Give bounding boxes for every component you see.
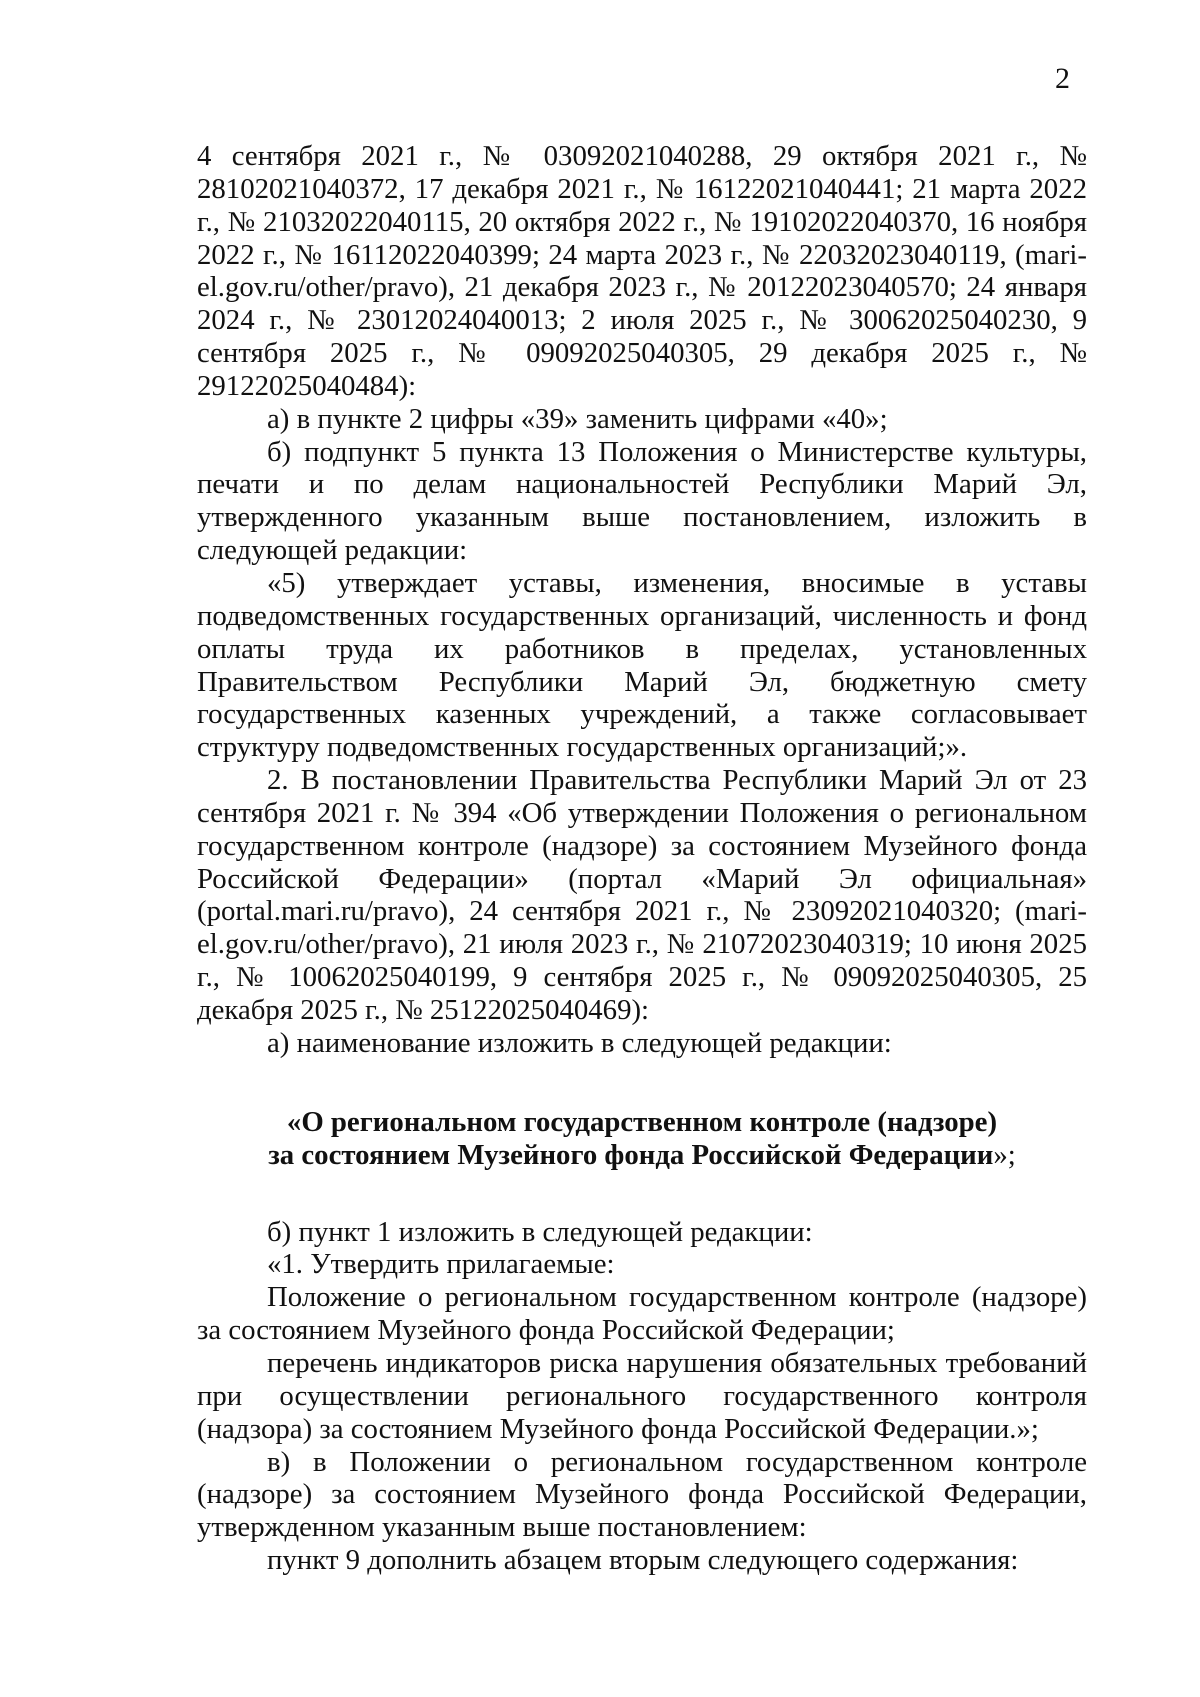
paragraph-item-a-title: а) наименование изложить в следующей редакции: xyxy=(267,1026,892,1059)
paragraph-section-2: 2. В постановлении Правительства Республики Марий Эл от 23 сентября 2021 г. № 394 «Об утверждении Положения о региональном государственном контроле (надзоре) за состоянием Музейного фонда Российской Федерации» (портал «Марий Эл официальная» (portal.mari.ru/pravo), 24 сентября 2021 г., № 23092021040320; (mari-el.gov.ru/other/pravo), 21 июля 2023 г., № 21072023040319; 10 июня 2025 г., № 10062025040199, 9 сентября 2025 г., № 09092025040305, 25 декабря 2025 г., № 25122025040469): xyxy=(197,764,1087,1026)
paragraph-risk-indicators: перечень индикаторов риска нарушения обязательных требований при осуществлении регионального государственного контроля (надзора) за состоянием Музейного фонда Российской Федерации.»; xyxy=(197,1347,1087,1445)
heading-line-2-tail: »; xyxy=(993,1138,1016,1171)
heading-line-2 xyxy=(197,1139,1087,1172)
heading-line-2-text: за состоянием Музейного фонда Российской Федерации xyxy=(268,1138,994,1171)
document-body xyxy=(197,140,1087,1577)
page-number: 2 xyxy=(1055,62,1070,95)
heading-line-1: «О региональном государственном контроле (надзоре) xyxy=(286,1105,998,1138)
paragraph-item-v: в) в Положении о региональном государственном контроле (надзоре) за состоянием Музейного фонда Российской Федерации, утвержденном указанным выше постановлением: xyxy=(197,1445,1087,1544)
paragraph-item-b: б) подпункт 5 пункта 13 Положения о Министерстве культуры, печати и по делам национальностей Республики Марий Эл, утвержденного указанным выше постановлением, изложить в следующей редакции: xyxy=(197,435,1087,567)
new-title-heading xyxy=(197,1106,1087,1172)
paragraph-approve-annexes: «1. Утвердить прилагаемые: xyxy=(267,1248,615,1281)
paragraph-quoted-subitem-5: «5) утверждает уставы, изменения, вносимые в уставы подведомственных государственных организаций, численность и фонд оплаты труда их работников в пределах, установленных Правительством Республики Марий Эл, бюджетную смету государственных казенных учреждений, а также согласовывает структуру подведомственных государственных организаций;». xyxy=(197,566,1087,764)
paragraph-regulation-title: Положение о региональном государственном контроле (надзоре) за состоянием Музейного фонда Российской Федерации; xyxy=(197,1281,1087,1347)
paragraph-item-b-point-1: б) пункт 1 изложить в следующей редакции: xyxy=(267,1215,813,1248)
paragraph-item-a: а) в пункте 2 цифры «39» заменить цифрами «40»; xyxy=(267,402,888,435)
paragraph-publication-list: 4 сентября 2021 г., № 03092021040288, 29 октября 2021 г., № 28102021040372, 17 декабря 2021 г., № 16122021040441; 21 марта 2022 г., № 21032022040115, 20 октября 2022 г., № 19102022040370, 16 ноября 2022 г., № 16112022040399; 24 марта 2023 г., № 22032023040119, (mari-el.gov.ru/other/pravo), 21 декабря 2023 г., № 20122023040570; 24 января 2024 г., № 23012024040013; 2 июля 2025 г., № 30062025040230, 9 сентября 2025 г., № 09092025040305, 29 декабря 2025 г., № 29122025040484): xyxy=(197,140,1087,402)
paragraph-point-9: пункт 9 дополнить абзацем вторым следующего содержания: xyxy=(267,1544,1019,1577)
